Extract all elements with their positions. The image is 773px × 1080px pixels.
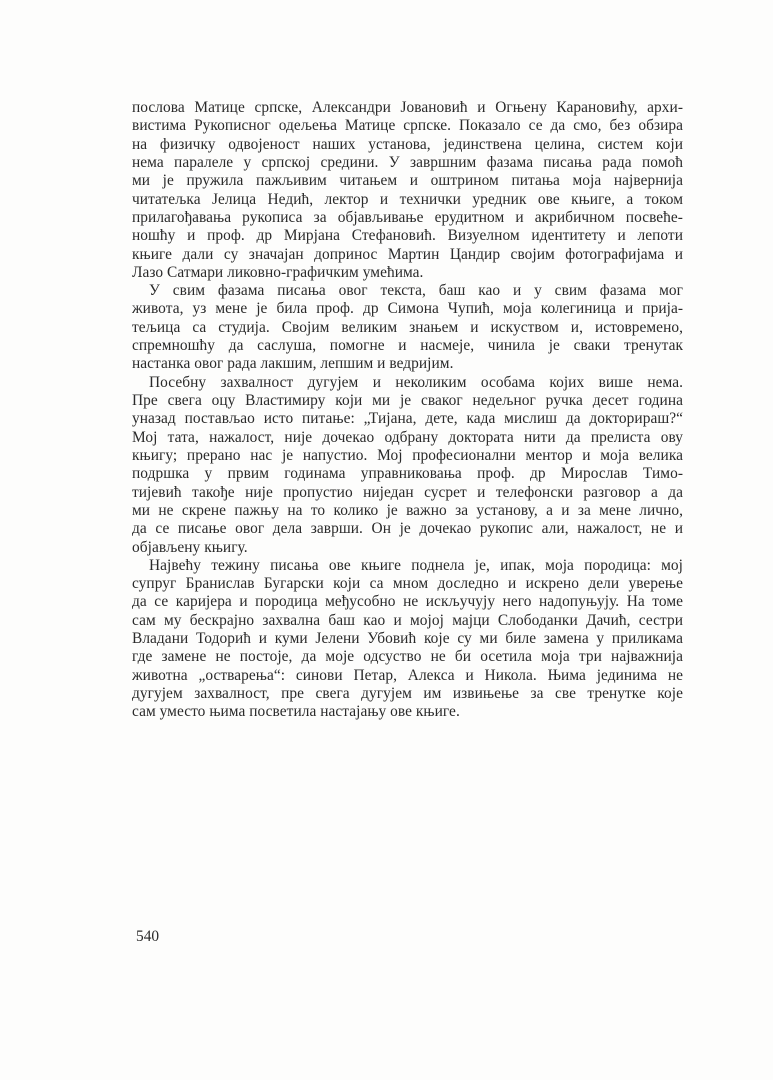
text-line: Највећу тежину писања ове књиге поднела је, ипак, моја породица: мој — [149, 556, 683, 574]
text-line: животна „остварења“: синови Петар, Алекса и Никола. Њима јединима не — [132, 666, 683, 684]
paragraph — [132, 282, 683, 374]
text-line: читатељка Јелица Недић, лектор и технички уредник ове књиге, а током — [132, 190, 683, 208]
text-line: да се каријера и породица међусобно не искључују него надопуњују. На томе — [132, 593, 683, 611]
text-line: ми не скрене пажњу на то колико је важно за установу, а и за мене лично, — [132, 501, 683, 519]
text-line: где замене не постоје, да моје одсуство не би осетила моја три најважнија — [132, 648, 683, 666]
text-line: Пре свега оцу Властимиру који ми је сваког недељног ручка десет година — [132, 392, 683, 409]
text-line: живота, уз мене је била проф. др Симона Чупић, моја колегиница и прија- — [132, 300, 683, 318]
text-line: Владани Тодорић и куми Јелени Убовић које су ми биле замена у приликама — [132, 630, 683, 648]
text-line: подршка у првим годинама управниковања проф. др Мирослав Тимо- — [132, 465, 683, 483]
text-line: на физичку одвојеност наших установа, јединствена целина, систем који — [132, 135, 683, 153]
text-line: спремношћу да саслуша, помогне и насмеје, чинила је сваки тренутак — [132, 337, 683, 355]
text-line: Посебну захвалност дугујем и неколиким особама којих више нема. — [149, 373, 683, 391]
text-line: објављену књигу. — [132, 538, 248, 556]
text-line: књиге дали су значајан допринос Мартин Цандир својим фотографијама и — [132, 245, 683, 263]
text-line: ми је пружила пажљивим читањем и оштрином питања моја највернија — [132, 172, 683, 190]
text-line: Мој тата, нажалост, није дочекао одбрану доктората нити да прелиста ову — [132, 428, 683, 446]
text-line: ношћу и проф. др Мирјана Стефановић. Визуелном идентитету и лепоти — [132, 227, 683, 245]
text-line: Лазо Сатмари ликовно-графичким умећима. — [132, 263, 424, 281]
text-line: У свим фазама писања овог текста, баш као и у свим фазама мог — [149, 282, 683, 300]
text-line: сам уместо њима посветила настајању ове књиге. — [132, 703, 460, 721]
text-line: уназад постављао исто питање: „Тијана, дете, када мислиш да докторираш?“ — [132, 410, 683, 428]
text-line: нема паралеле у српској средини. У завршним фазама писања рада помоћ — [132, 153, 683, 171]
text-line: супруг Бранислав Бугарски који са мном доследно и искрено дели уверење — [132, 575, 683, 593]
page-number: 540 — [136, 928, 160, 945]
text-line: дугујем захвалност, пре свега дугујем им извињење за све тренутке које — [132, 685, 683, 702]
paragraph — [132, 99, 683, 282]
page-footer — [136, 928, 159, 946]
text-line: вистима Рукописног одељења Матице српске. Показало се да смо, без обзира — [132, 117, 683, 135]
paragraph — [132, 557, 683, 722]
text-line: да се писање овог дела заврши. Он је дочекао рукопис али, нажалост, не и — [132, 520, 683, 538]
text-line: тељица са студија. Својим великим знањем и искуством и, истовремено, — [132, 318, 683, 336]
text-line: тијевић такође није пропустио ниједан сусрет и телефонски разговор а да — [132, 483, 683, 501]
text-line: настанка овог рада лакшим, лепшим и ведријим. — [132, 355, 454, 373]
text-block — [132, 99, 683, 722]
text-line: сам му бескрајно захвална баш као и мојој мајци Слободанки Дачић, сестри — [132, 611, 683, 629]
paragraph — [132, 374, 683, 557]
text-line: прилагођавања рукописа за објављивање ерудитном и акрибичном посвеће- — [132, 208, 683, 226]
text-line: послова Матице српске, Александри Јовановић и Огњену Карановићу, архи- — [132, 99, 683, 116]
text-line: књигу; прерано нас је напустио. Мој професионални ментор и моја велика — [132, 446, 683, 464]
